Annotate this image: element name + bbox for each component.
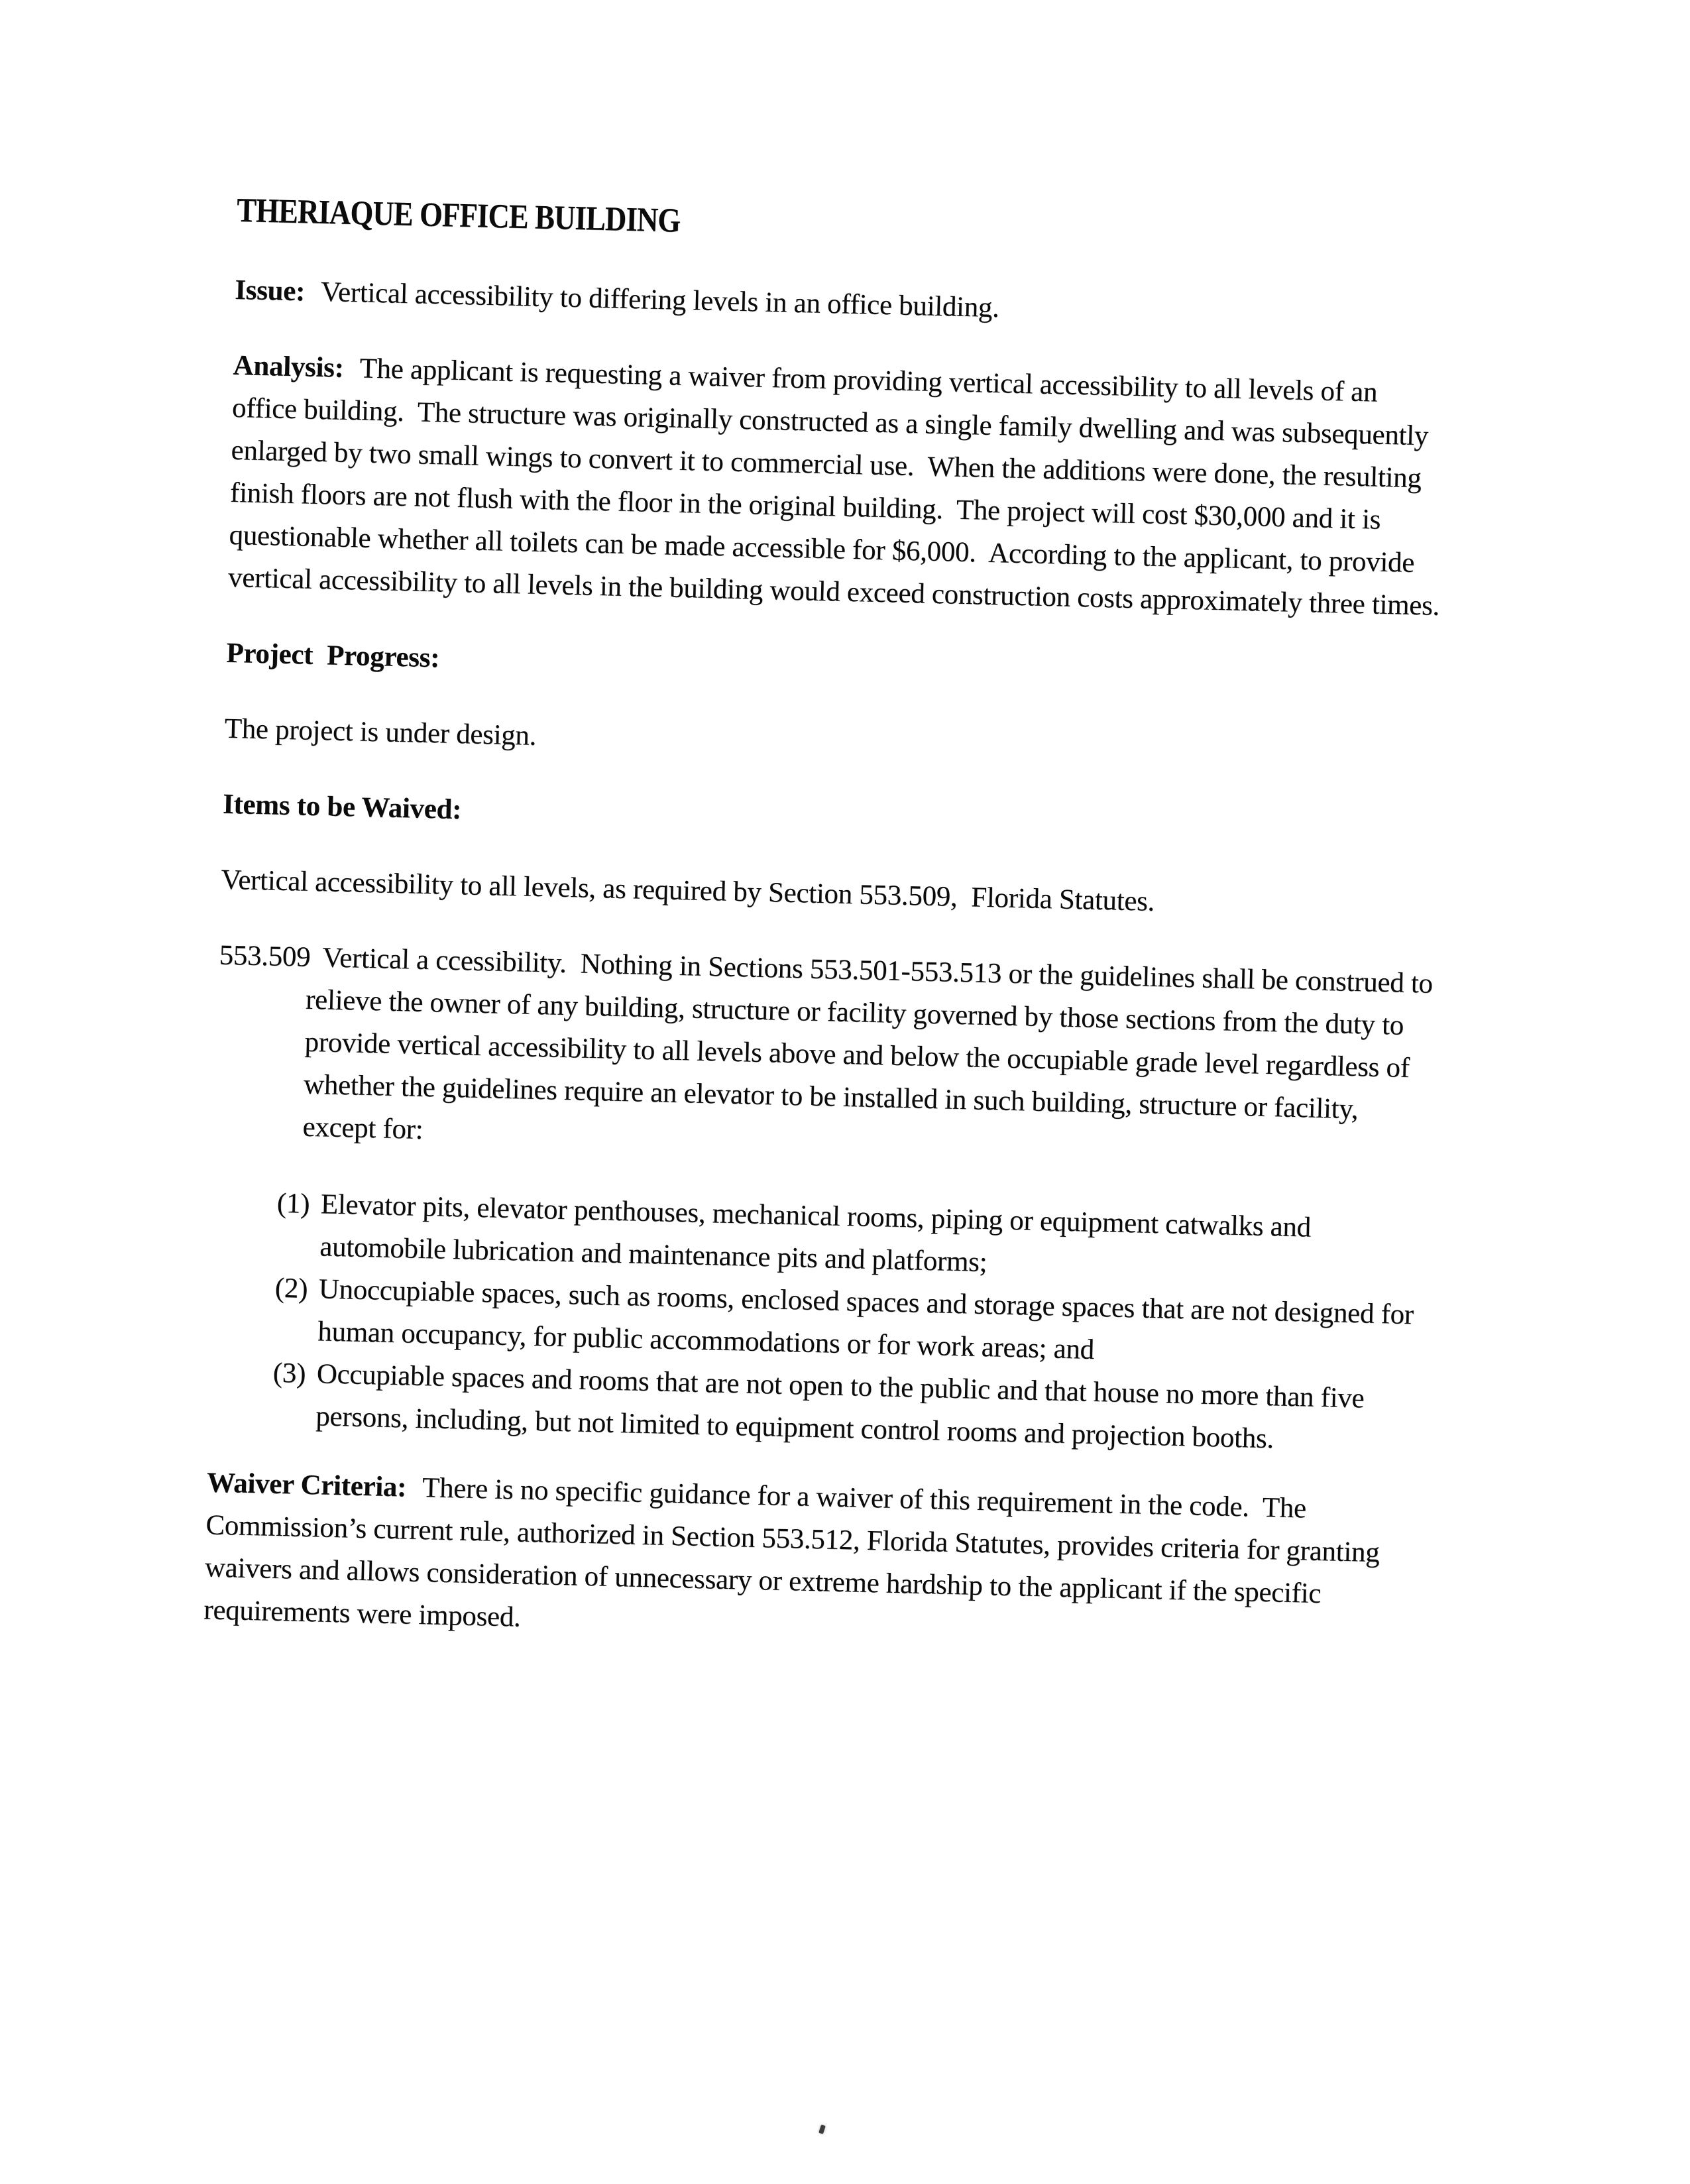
exception-number: (2) (274, 1272, 308, 1304)
section-waiver-criteria (203, 1462, 1424, 1660)
statute-number: 553.509 (219, 939, 311, 973)
waived-items-intro: Vertical accessibility to all levels, as required by Section 553.509, Florida Statutes. (220, 864, 1155, 917)
issue-label: Issue: (234, 274, 306, 308)
waiver-criteria-text: There is no specific guidance for a waiver of this requirement in the code. The Commission’s current rule, authorized in Section 553.512, Florida Statutes, provides criteria for granting waivers and allows consideration of unnecessary or extreme hardship to the applicant if the specific requirements were imposed. (203, 1472, 1387, 1633)
analysis-label: Analysis: (233, 349, 345, 384)
scan-artifact (818, 2124, 826, 2134)
project-progress-heading: Project Progress: (225, 637, 440, 674)
section-analysis (227, 345, 1449, 628)
project-progress-text: The project is under design. (224, 713, 537, 752)
exception-text: Occupiable spaces and rooms that are not open to the public and that house no more than five persons, including, but not limited to equipment control rooms and projection booths. (315, 1358, 1372, 1455)
waiver-criteria-label: Waiver Criteria: (206, 1467, 407, 1503)
statute-paragraph (215, 935, 1440, 1175)
section-issue (235, 269, 1451, 340)
issue-text: Vertical accessibility to differing levels in an office building. (320, 276, 1000, 324)
statute-text: Vertical a ccessibility. Nothing in Sections 553.501-553.513 or the guidelines shall be construed to relieve the owner of any building, structure or facility governed by those sections from the duty to provide vertical accessibility to all levels above and below the occupiable grade level regardless of whether the guidelines require an elevator to be installed in such building, structure or facility, except for: (302, 942, 1440, 1145)
document-page (203, 190, 1453, 1660)
analysis-text: The applicant is requesting a waiver from providing vertical accessibility to all levels of an office building. The structure was originally constructed as a single family dwelling and was subsequently enlarged by two small wings to convert it to commercial use. When the additions were done, the resulting finish floors are not flush with the floor in the original building. The project will cost $30,000 and it is questionable whether all toilets can be made accessible for $6,000. According to the applicant, to provide vertical accessibility to all levels in the building would exceed construction costs approximately three times. (227, 353, 1440, 622)
exception-text: Unoccupiable spaces, such as rooms, enclosed spaces and storage spaces that are not designed for human occupancy, for public accommodations or for work areas; and (317, 1273, 1421, 1365)
page-title-text: THERIAQUE OFFICE BUILDING (236, 191, 681, 240)
exception-number: (3) (272, 1357, 306, 1389)
exception-number: (1) (276, 1187, 310, 1220)
exception-text: Elevator pits, elevator penthouses, mechanical rooms, piping or equipment catwalks and automobile lubrication and maintenance pits and platforms; (319, 1188, 1318, 1279)
page-title (236, 190, 1453, 260)
statute-exception-list (272, 1182, 1430, 1464)
items-to-be-waived-heading: Items to be Waived: (222, 788, 462, 826)
